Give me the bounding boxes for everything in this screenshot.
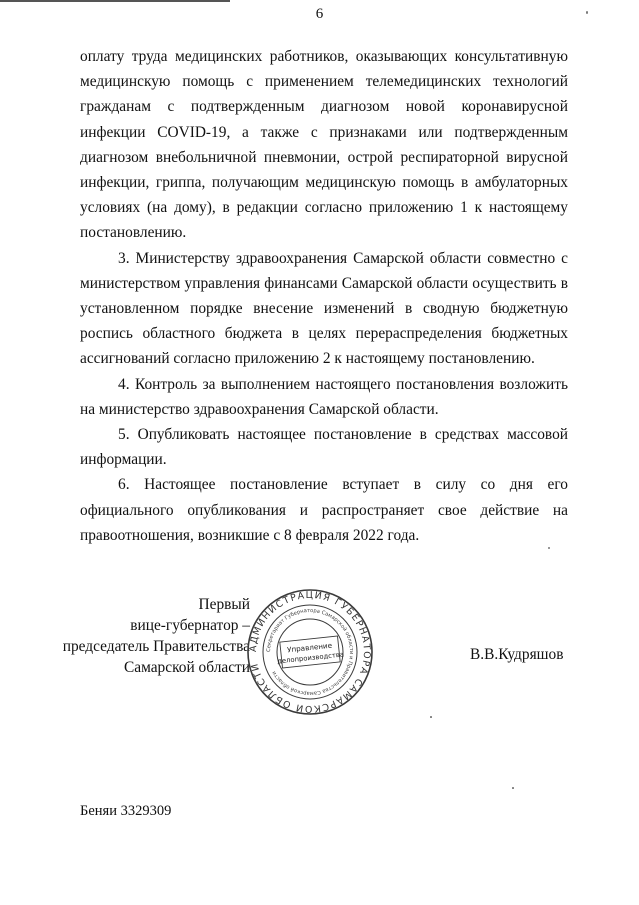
paragraph-item-6: 6. Настоящее постановление вступает в силу со дня его официального опубликования и распространяет свое действие на правоотношения, возникшие с 8 февраля 2022 года. [80, 476, 568, 544]
signatory-name: В.В.Кудряшов [470, 646, 564, 663]
scan-speck [548, 547, 550, 549]
paragraph-continuation: оплату труда медицинских работников, оказывающих консультативную медицинскую помощь с применением телемедицинских технологий гражданам с подтвержденным диагнозом новой коронавирусной инфекции COVID-19, а также с признаками или подтвержденным диагнозом внебольничной пневмонии, острой респираторной вирусной инфекции, гриппа, получающим медицинскую помощь в амбулаторных условиях (на дому), в редакции согласно приложению 1 к настоящему постановлению. [80, 48, 568, 242]
official-seal [246, 588, 374, 716]
signatory-title-line: председатель Правительства [62, 638, 250, 655]
signature-block [0, 589, 639, 715]
scan-speck [430, 716, 432, 718]
page-number: 6 [315, 6, 324, 22]
scan-edge-rule [0, 0, 230, 2]
paragraph-item-3: 3. Министерству здравоохранения Самарской области совместно с министерством управления финансами Самарской области осуществить в установленном порядке внесение изменений в сводную бюджетную роспись областного бюджета в целях перераспределения бюджетных ассигнований согласно приложению 2 к настоящему постановлению. [80, 249, 568, 368]
scan-speck [586, 11, 588, 14]
paragraph-item-4: 4. Контроль за выполнением настоящего постановления возложить на министерство здравоохранения Самарской области. [80, 375, 568, 418]
seal-center-line2: делопроизводства [276, 650, 345, 666]
signatory-title-line: Первый [198, 596, 250, 613]
document-footer: Беняи 3329309 [80, 803, 172, 819]
signatory-title-line: Самарской области [123, 659, 250, 676]
seal-center-line1: Управление [286, 640, 333, 655]
seal-outer-text: АДМИНИСТРАЦИЯ ГУБЕРНАТОРА САМАРСКОЙ ОБЛАСТИ [247, 589, 373, 715]
seal-stamp-icon [246, 588, 374, 716]
seal-inner-text: Секретариат Губернатора Самарской области и Правительства Самарской области [265, 607, 355, 697]
signatory-title-line: вице-губернатор – [130, 617, 250, 634]
paragraph-item-5: 5. Опубликовать настоящее постановление в средствах массовой информации. [80, 426, 568, 469]
document-body [80, 44, 568, 548]
signatory-title [60, 594, 250, 678]
scan-speck [512, 787, 514, 789]
